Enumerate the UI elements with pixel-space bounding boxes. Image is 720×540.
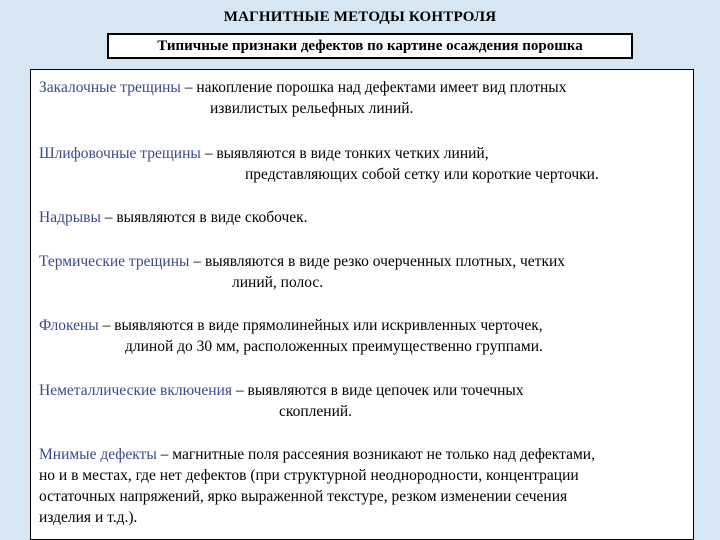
item-text: – магнитные поля рассеяния возникают не только над дефектами, (156, 446, 595, 463)
item-continuation: извилистых рельефных линий. (210, 100, 414, 117)
item-term: Термические трещины (39, 253, 190, 270)
item-continuation: представляющих собой сетку или короткие черточки. (245, 166, 599, 183)
item-text: – выявляются в виде цепочек или точечных (232, 382, 524, 399)
item-text: – выявляются в виде прямолинейных или искривленных черточек, (98, 317, 543, 334)
item-continuation: скоплений. (279, 403, 353, 420)
item-text: – выявляются в виде скобочек. (100, 209, 308, 226)
item-grinding-cracks (39, 143, 689, 185)
item-continuation: линий, полос. (232, 274, 324, 291)
item-thermal-cracks (39, 251, 689, 293)
item-continuation: длиной до 30 мм, расположенных преимущественно группами. (125, 338, 543, 355)
item-continuation: но и в местах, где нет дефектов (при структурной неоднородности, концентрации (39, 467, 579, 484)
page-title: МАГНИТНЫЕ МЕТОДЫ КОНТРОЛЯ (223, 9, 497, 25)
item-term: Закалочные трещины (39, 79, 181, 96)
item-nonmetallic-inclusions (39, 380, 689, 422)
item-term: Надрывы (39, 209, 101, 226)
content-box (30, 69, 694, 540)
item-quench-cracks (39, 77, 689, 119)
item-text: – накопление порошка над дефектами имеет вид плотных (180, 79, 567, 96)
item-continuation: остаточных напряжений, ярко выраженной текстуре, резком изменении сечения (39, 488, 568, 505)
item-flakes (39, 315, 689, 357)
item-term: Неметаллические включения (39, 382, 232, 399)
subtitle-box: Типичные признаки дефектов по картине осаждения порошка (107, 33, 633, 59)
item-text: – выявляются в виде тонких четких линий, (200, 145, 489, 162)
item-term: Флокены (39, 317, 99, 334)
item-false-defects (39, 444, 689, 528)
item-text: – выявляются в виде резко очерченных плотных, четких (189, 253, 566, 270)
item-term: Мнимые дефекты (39, 446, 157, 463)
item-continuation: изделия и т.д.). (39, 509, 138, 526)
item-term: Шлифовочные трещины (39, 145, 201, 162)
item-tears (39, 207, 689, 228)
